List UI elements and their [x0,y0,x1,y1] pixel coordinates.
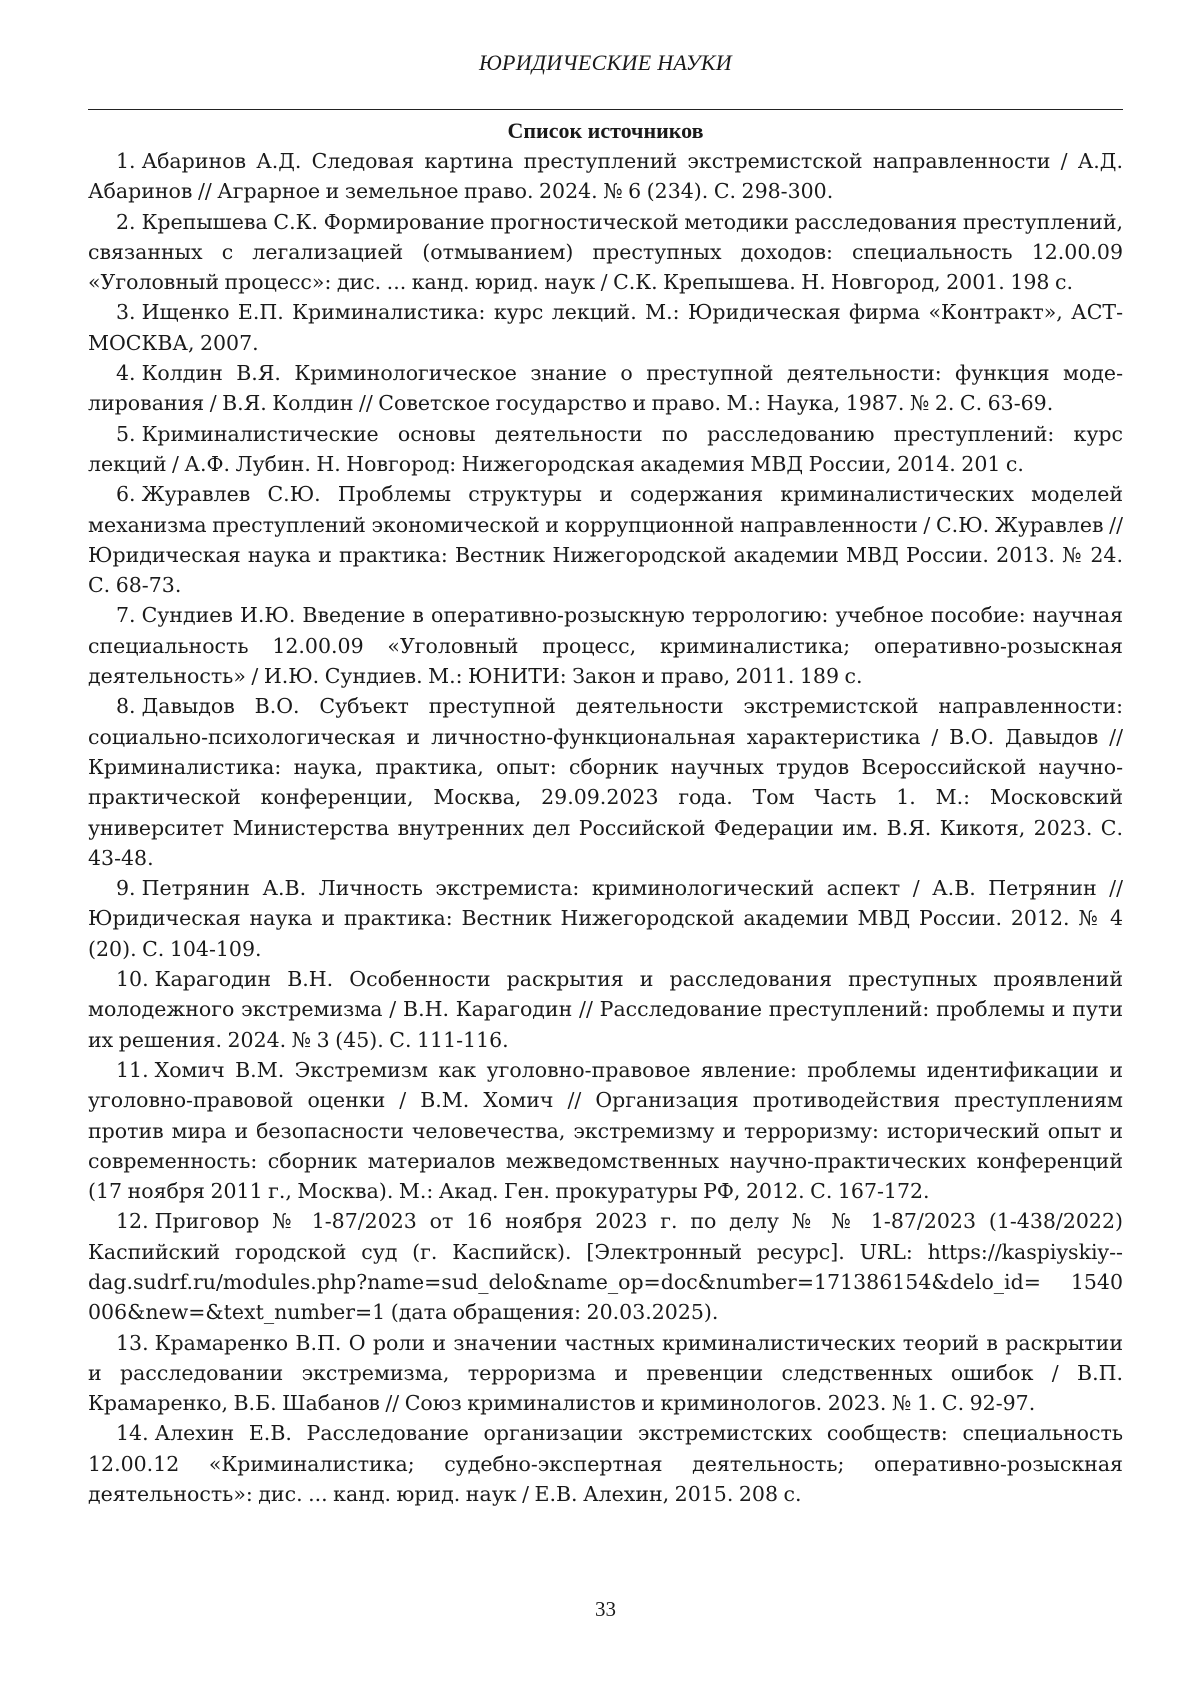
reference-text: Крамаренко В.П. О роли и значении частных криминалистических теорий в раскрытии и расследовании экстремизма, терроризма и превенции следственных ошибок / В.П. Крамаренко, В.Б. Шабанов // Союз криминалистов и криминологов. 2023. № 1. С. 92-97. [88,1330,1123,1416]
page-number: 33 [595,1597,616,1621]
reference-text: Крепышева С.К. Формирование прогностической методики расследования преступлений, связанных с легализацией (отмыванием) преступных доходов: специальность 12.00.09 «Уголовный процесс»: дис. ... канд. юрид. наук / С.К. Крепышева. Н. Новгород, 2001. 198 с. [88,209,1123,295]
reference-number: 12. [116,1209,149,1234]
reference-text: Карагодин В.Н. Особенности раскрытия и расследования преступных проявлений молодежного экстремизма / В.Н. Карагодин // Расследование преступлений: проблемы и пути их решения. 2024. № 3 (45). С. 111-116. [88,967,1123,1052]
reference-item [88,207,1123,298]
reference-item [88,358,1123,419]
reference-text: Абаринов А.Д. Следовая картина преступлений экстремистской направленности / А.Д. Абаринов // Аграрное и земельное право. 2024. № 6 (234). С. 298-300. [88,149,1123,204]
reference-item [88,297,1123,358]
reference-text: Петрянин А.В. Личность экстремиста: криминологический аспект / А.В. Петрянин // Юридическая наука и практика: Вестник Нижегородской академии МВД России. 2012. № 4 (20). С. 104-109. [88,876,1123,961]
reference-item [88,146,1123,207]
reference-item [88,964,1123,1055]
reference-number: 5. [116,421,136,446]
reference-number: 1. [116,149,136,173]
reference-item [88,873,1123,964]
reference-number: 8. [116,694,136,719]
reference-number: 7. [116,603,136,628]
reference-item [88,1418,1123,1509]
reference-item [88,1328,1123,1419]
reference-number: 2. [116,209,136,234]
reference-list [88,146,1123,1509]
reference-text: Хомич В.М. Экстремизм как уголовно-правовое явление: проблемы идентификации и уголовно-правовой оценки / В.М. Хомич // Организация противодействия преступлениям против мира и безопасности человечества, экстремизму и терроризму: исторический опыт и современность: сборник материалов межведомственных научно-практических конференций (17 ноября 2011 г., Москва). М.: Акад. Ген. прокуратуры РФ, 2012. С. 167-172. [88,1057,1123,1204]
section-title: Список источников [507,118,704,143]
reference-number: 3. [116,300,136,325]
reference-item [88,1206,1123,1327]
reference-number: 9. [116,876,136,901]
reference-item [88,1055,1123,1206]
reference-text: Колдин В.Я. Криминологическое знание о преступной деятельности: функция моделирования / В.Я. Колдин // Советское государство и право. М.: Наука, 1987. № 2. С. 63-69. [88,361,1123,416]
reference-number: 6. [116,482,136,507]
reference-number: 14. [116,1421,149,1446]
reference-number: 10. [116,967,149,992]
reference-text: Ищенко Е.П. Криминалистика: курс лекций. М.: Юридическая фирма «Контракт», АСТ-МОСКВА, 2007. [88,300,1123,355]
reference-item [88,479,1123,600]
reference-item [88,691,1123,873]
reference-text: Алехин Е.В. Расследование организации экстремистских сообществ: специальность 12.00.12 «Криминалистика; судебно-экспертная деятельность; оперативно-розыскная деятельность»: дис. ... канд. юрид. наук / Е.В. Алехин, 2015. 208 с. [88,1421,1123,1507]
reference-number: 11. [116,1057,149,1082]
running-header: ЮРИДИЧЕСКИЕ НАУКИ [479,50,732,75]
reference-number: 13. [116,1330,149,1355]
reference-text: Криминалистические основы деятельности по расследованию преступлений: курс лекций / А.Ф. Лубин. Н. Новгород: Нижегородская академия МВД России, 2014. 201 с. [88,421,1123,476]
header-divider [88,109,1123,110]
reference-text: Давыдов В.О. Субъект преступной деятельности экстремистской направленности: социально-психологическая и личностно-функциональная характеристика / В.О. Давыдов // Криминалистика: наука, практика, опыт: сборник научных трудов Всероссийской научно-практической конференции, Москва, 29.09.2023 года. Том Часть 1. М.: Московский университет Министерства внутренних дел Российской Федерации им. В.Я. Кикотя, 2023. С. 43-48. [88,694,1123,870]
reference-item [88,600,1123,691]
reference-number: 4. [116,361,136,386]
reference-text: Журавлев С.Ю. Проблемы структуры и содержания криминалистических моделей механизма преступлений экономической и коррупционной направленности / С.Ю. Журавлев // Юридическая наука и практика: Вестник Нижегородской академии МВД России. 2013. № 24. С. 68-73. [88,482,1123,598]
document-page [88,0,1123,1697]
reference-item [88,419,1123,480]
reference-text: Приговор № 1-87/2023 от 16 ноября 2023 г. по делу № № 1-87/2023 (1-438/2022) Каспийский городской суд (г. Каспийск). [Электронный ресурс]. URL: https://kaspiyskiy--dag.sudrf.ru/modules.php?name=sud_delo&name_op=doc&number=171386154&delo_id= 1540 006&new=&text_number=1 (дата обращения: 20.03.2025). [88,1209,1123,1325]
reference-text: Сундиев И.Ю. Введение в оперативно-розыскную террологию: учебное пособие: научная специальность 12.00.09 «Уголовный процесс, криминалистика; оперативно-розыскная деятельность» / И.Ю. Сундиев. М.: ЮНИТИ: Закон и право, 2011. 189 с. [88,603,1123,689]
